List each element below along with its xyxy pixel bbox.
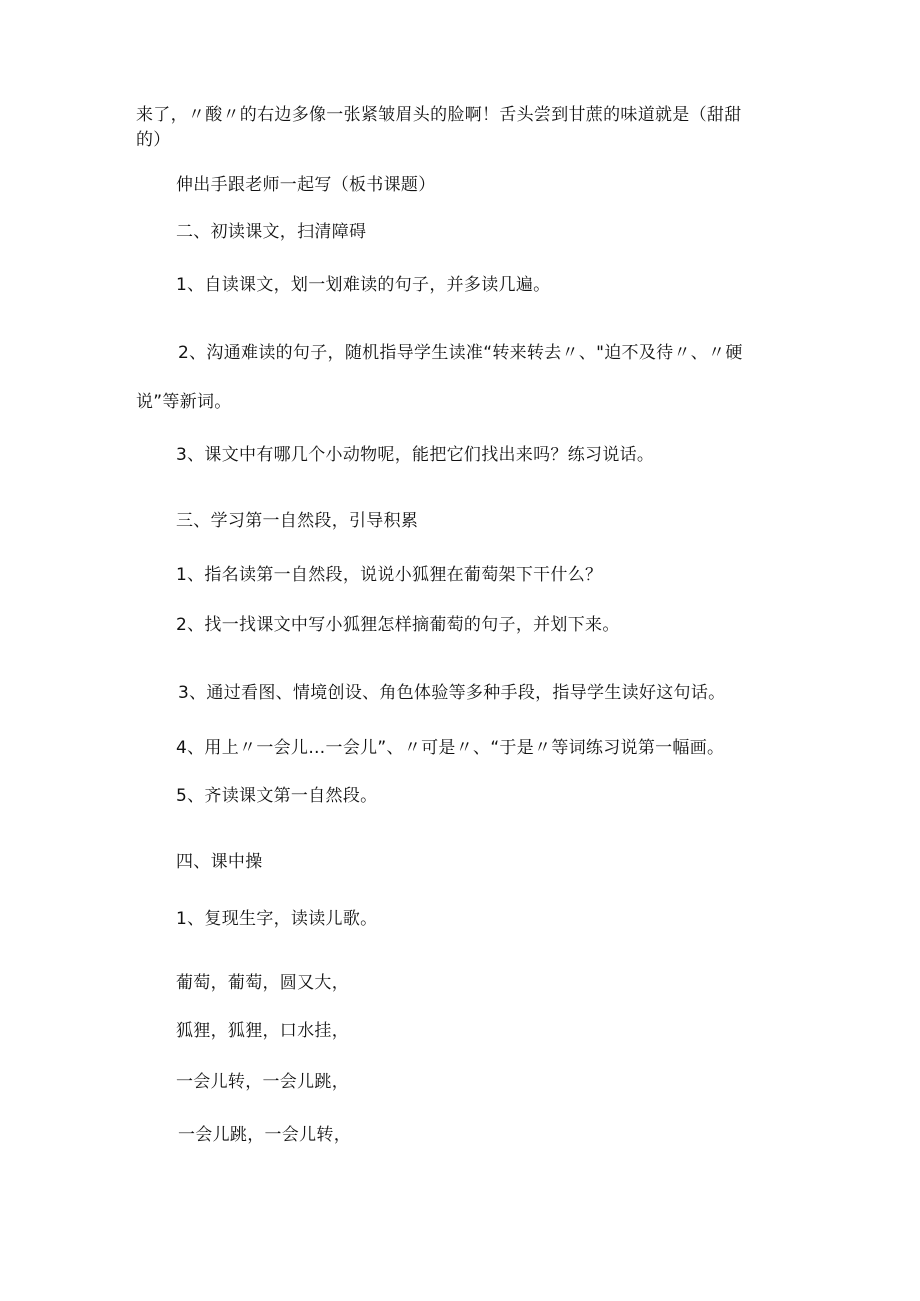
text-line: 2、沟通难读的句子，随机指导学生读准“转来转去〃、"迫不及待〃、〃硬 bbox=[178, 343, 743, 363]
section-heading: 三、学习第一自然段，引导积累 bbox=[176, 511, 419, 531]
poem-line: 狐狸，狐狸，口水挂， bbox=[176, 1021, 349, 1041]
text-line: 4、用上〃一会儿…一会儿”、〃可是〃、“于是〃等词练习说第一幅画。 bbox=[176, 738, 725, 758]
section-heading: 二、初读课文，扫清障碍 bbox=[176, 222, 367, 242]
text-line: 3、课文中有哪几个小动物呢，能把它们找出来吗？练习说话。 bbox=[176, 445, 655, 465]
text-line: 的） bbox=[136, 130, 171, 150]
text-line: 伸出手跟老师一起写（板书课题） bbox=[176, 175, 436, 195]
poem-line: 一会儿转，一会儿跳， bbox=[176, 1072, 349, 1092]
text-line: 来了，〃酸〃的右边多像一张紧皱眉头的脸啊！舌头尝到甘蔗的味道就是（甜甜 bbox=[136, 105, 742, 125]
text-line: 5、齐读课文第一自然段。 bbox=[176, 786, 378, 806]
text-line: 2、找一找课文中写小狐狸怎样摘葡萄的句子，并划下来。 bbox=[176, 615, 620, 635]
text-line: 1、自读课文，划一划难读的句子，并多读几遍。 bbox=[176, 275, 551, 295]
section-heading: 四、课中操 bbox=[176, 852, 263, 872]
text-line: 1、指名读第一自然段，说说小狐狸在葡萄架下干什么？ bbox=[176, 565, 603, 585]
text-line: 说”等新词。 bbox=[136, 392, 232, 412]
text-line: 3、通过看图、情境创设、角色体验等多种手段，指导学生读好这句话。 bbox=[178, 683, 726, 703]
poem-line: 一会儿跳，一会儿转， bbox=[178, 1125, 351, 1145]
text-line: 1、复现生字，读读儿歌。 bbox=[176, 909, 378, 929]
poem-line: 葡萄，葡萄，圆又大， bbox=[176, 973, 349, 993]
